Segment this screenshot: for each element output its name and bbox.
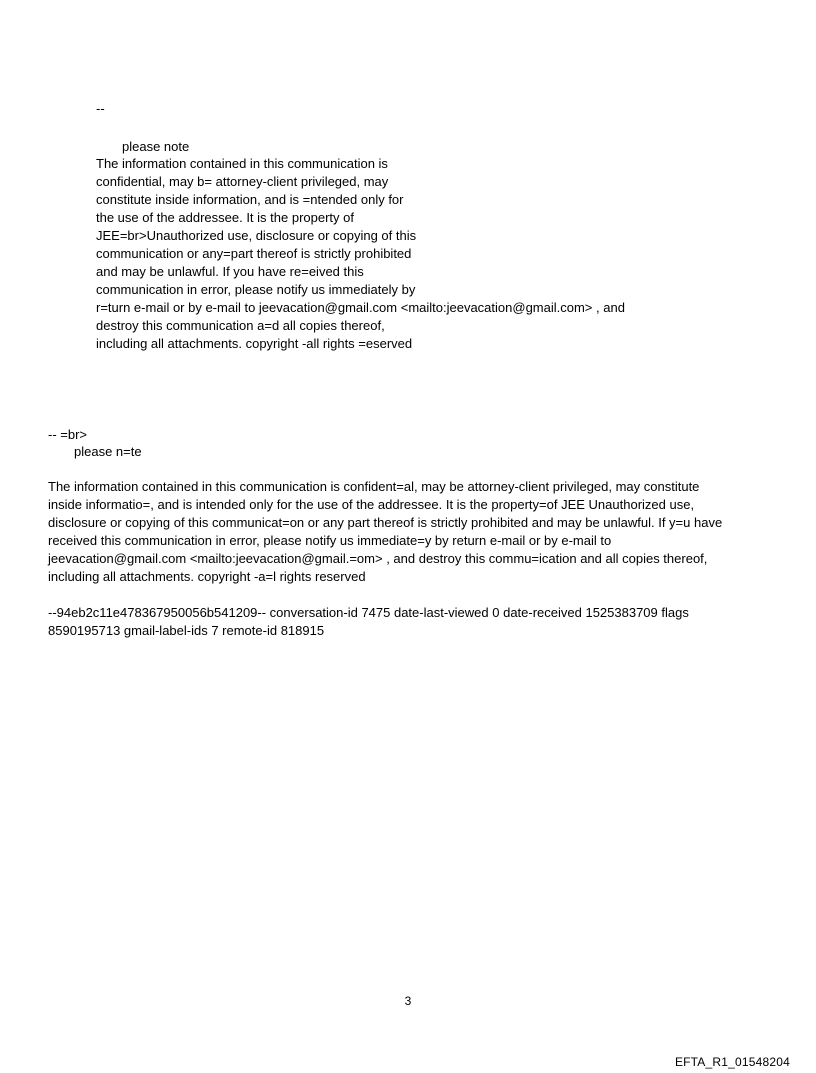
signature-line: including all attachments. copyright -a=l rights reserved (48, 569, 366, 584)
signature-line: The information contained in this communication is confident=al, may be attorney-client privileged, may constitute (48, 479, 700, 494)
page-number: 3 (404, 994, 412, 1008)
metadata-line: --94eb2c11e478367950056b541209-- conversation-id 7475 date-last-viewed 0 date-received 1525383709 flags (48, 605, 689, 620)
quoted-line: and may be unlawful. If you have re=eived this (96, 264, 364, 279)
quoted-heading: please note (122, 139, 190, 154)
signature-line: inside informatio=, and is intended only for the use of the addressee. It is the property=of JEE Unauthorized use, (48, 497, 695, 512)
quoted-line: r=turn e-mail or by e-mail to jeevacation@gmail.com <mailto:jeevacation@gmail.com> , and (96, 300, 625, 315)
signature-line: disclosure or copying of this communicat=on or any part thereof is strictly prohibited and may be unlawful. If y=u have (48, 515, 723, 530)
signature-line: received this communication in error, please notify us immediate=y by return e-mail or by e-mail to (48, 533, 612, 548)
document-id: EFTA_R1_01548204 (674, 1055, 790, 1069)
quoted-line: communication in error, please notify us immediately by (96, 282, 416, 297)
quoted-line: constitute inside information, and is =ntended only for (96, 192, 404, 207)
quoted-line: communication or any=part thereof is strictly prohibited (96, 246, 412, 261)
signature-heading: please n=te (74, 444, 142, 459)
signature-line: jeevacation@gmail.com <mailto:jeevacation@gmail.=om> , and destroy this commu=ication and all copies thereof, (48, 551, 708, 566)
quoted-line: the use of the addressee. It is the property of (96, 210, 354, 225)
quoted-separator: -- (96, 101, 105, 116)
quoted-line: confidential, may b= attorney-client privileged, may (96, 174, 389, 189)
quoted-line: JEE=br>Unauthorized use, disclosure or copying of this (96, 228, 417, 243)
signature-separator: -- =br> (48, 427, 88, 442)
quoted-line: including all attachments. copyright -all rights =eserved (96, 336, 413, 351)
quoted-line: The information contained in this communication is (96, 156, 388, 171)
metadata-line: 8590195713 gmail-label-ids 7 remote-id 818915 (48, 623, 325, 638)
quoted-line: destroy this communication a=d all copies thereof, (96, 318, 385, 333)
